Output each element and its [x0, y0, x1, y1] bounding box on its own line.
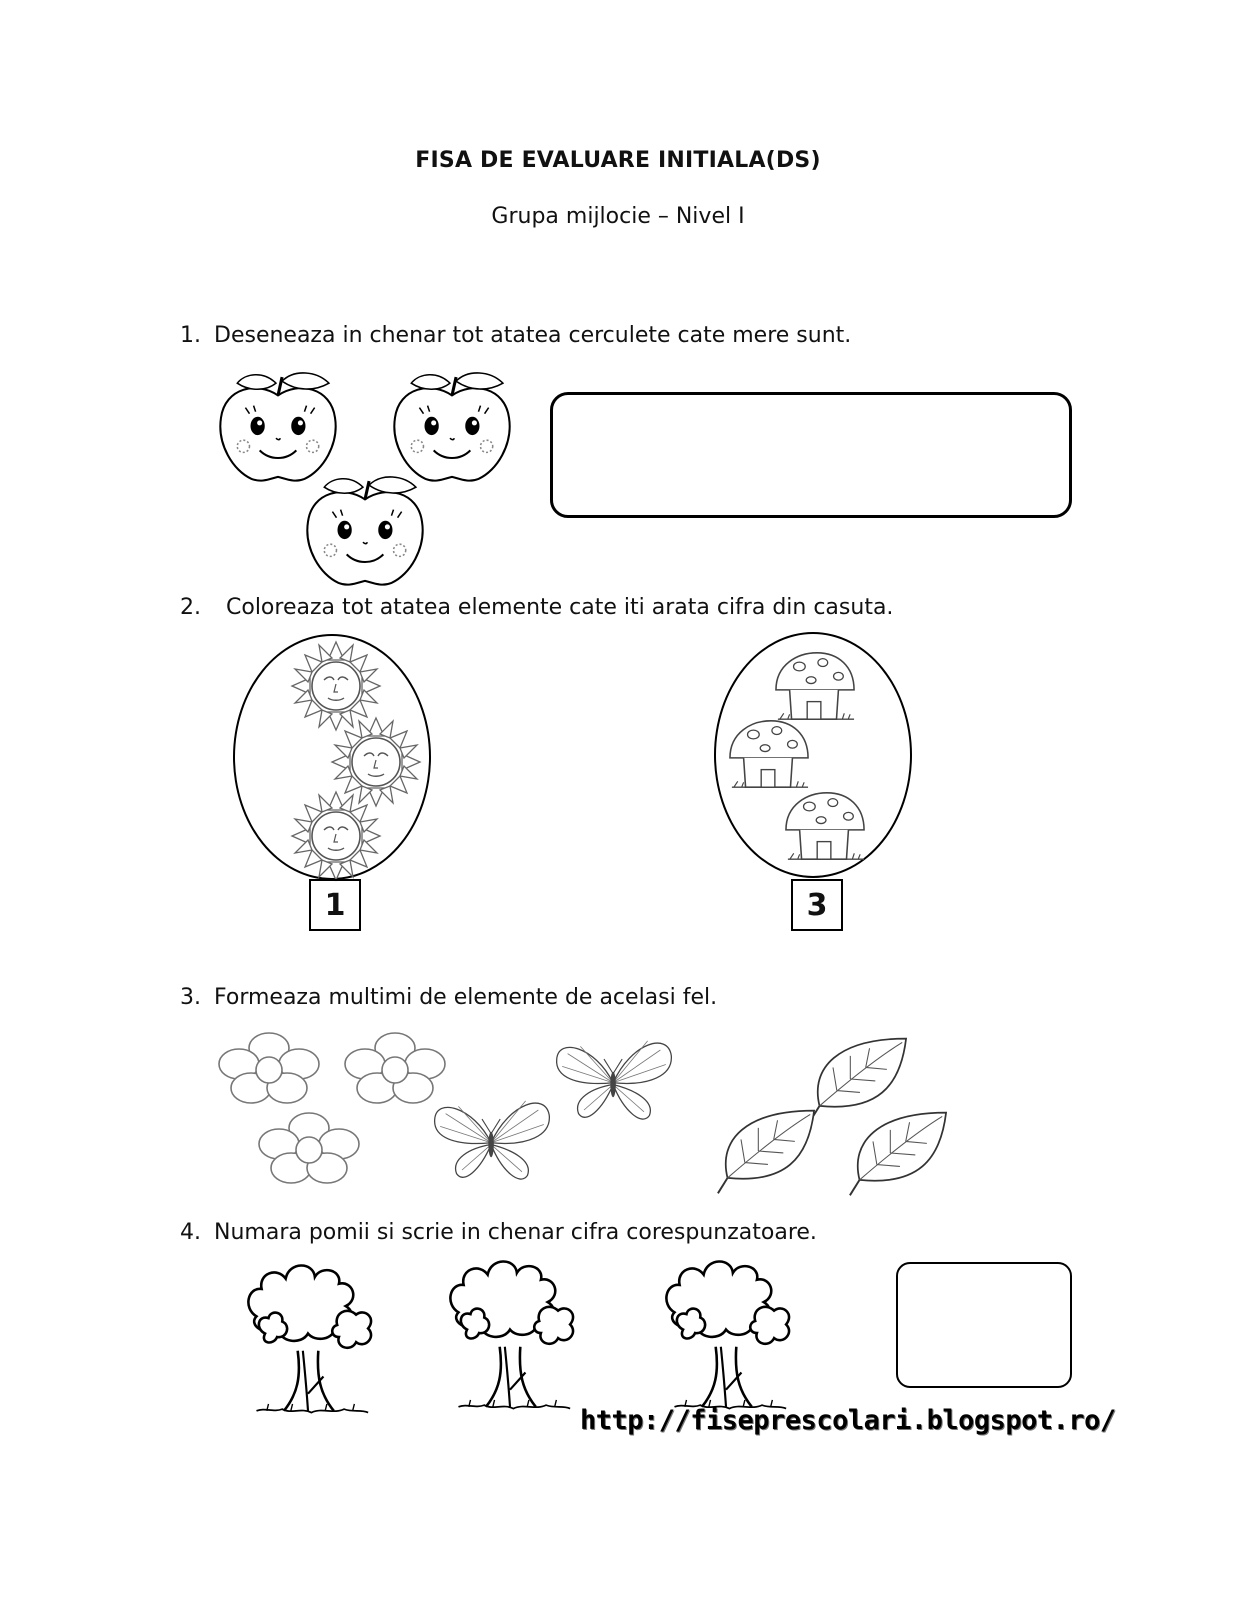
- page-subtitle: Grupa mijlocie – Nivel I: [491, 204, 745, 229]
- mushroom-house-icon[interactable]: [784, 790, 866, 862]
- digit-box-3: 3: [791, 879, 843, 931]
- digit-box-1: 1: [309, 879, 361, 931]
- tree-icon: [432, 1254, 588, 1412]
- mushroom-house-icon[interactable]: [774, 650, 856, 722]
- apple-icon: [390, 373, 514, 485]
- task-number: 1.: [180, 323, 201, 348]
- task-text: Formeaza multimi de elemente de acelasi fel.: [214, 985, 718, 1010]
- task-number: 3.: [180, 985, 201, 1010]
- tree-icon: [648, 1254, 804, 1412]
- task-number: 2.: [180, 595, 201, 620]
- mushroom-house-icon[interactable]: [728, 718, 810, 790]
- tree-icon: [230, 1258, 386, 1416]
- sun-icon[interactable]: [290, 790, 382, 882]
- butterfly-icon[interactable]: [430, 1090, 554, 1190]
- task-2-instruction: [180, 595, 893, 620]
- flower-icon[interactable]: [254, 1110, 364, 1186]
- apple-answer-box[interactable]: [550, 392, 1072, 518]
- butterfly-icon[interactable]: [552, 1030, 676, 1130]
- page-title: FISA DE EVALUARE INITIALA(DS): [415, 148, 821, 173]
- flower-icon[interactable]: [214, 1030, 324, 1106]
- task-text: Numara pomii si scrie in chenar cifra corespunzatoare.: [214, 1220, 817, 1245]
- task-text: Deseneaza in chenar tot atatea cerculete cate mere sunt.: [214, 323, 852, 348]
- apple-icon: [216, 373, 340, 485]
- leaf-icon[interactable]: [716, 1106, 816, 1196]
- tree-count-answer-box[interactable]: [896, 1262, 1072, 1388]
- task-4-instruction: [180, 1220, 817, 1245]
- watermark-url: http://fiseprescolari.blogspot.ro/: [580, 1405, 1116, 1436]
- task-3-instruction: [180, 985, 717, 1010]
- leaf-icon[interactable]: [848, 1108, 948, 1198]
- task-text: Coloreaza tot atatea elemente cate iti arata cifra din casuta.: [226, 595, 894, 620]
- task-1-instruction: [180, 323, 851, 348]
- task-number: 4.: [180, 1220, 201, 1245]
- apple-icon: [303, 477, 427, 589]
